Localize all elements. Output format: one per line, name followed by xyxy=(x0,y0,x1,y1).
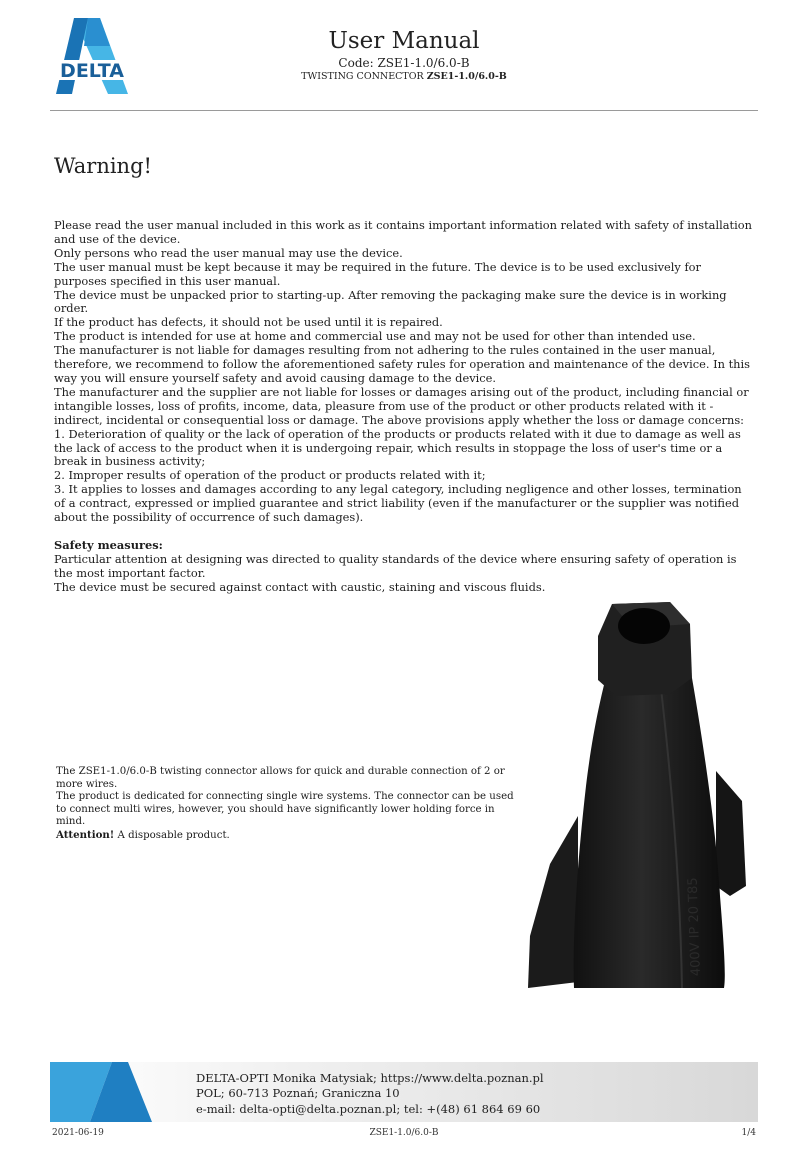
product-image xyxy=(520,596,752,992)
warning-paragraph: If the product has defects, it should not be used until it is repaired. xyxy=(54,315,443,330)
safety-paragraph: The device must be secured against contact with caustic, staining and viscous fluids. xyxy=(54,579,546,594)
warning-paragraph: 3. It applies to losses and damages according to any legal category, including negligence and other losses, termination of a contract, expressed or implied guarantee and strict liability (even if the manufacturer or the supplier was notified about the possibility of occurrence of such damages). xyxy=(54,482,742,525)
page-number: 1/4 xyxy=(741,1128,756,1138)
warning-paragraph: Only persons who read the user manual may use the device. xyxy=(54,245,403,260)
logo-text: DELTA xyxy=(60,60,124,82)
product-paragraph: The ZSE1-1.0/6.0-B twisting connector allows for quick and durable connection of 2 or more wires. xyxy=(56,766,505,790)
warning-paragraph: 1. Deterioration of quality or the lack of operation of the products or products related with it due to damage as well as the lack of access to the product when it is undergoing repair, which results in stoppage the loss of user's time or a break in business activity; xyxy=(54,426,741,469)
subtitle-code: ZSE1-1.0/6.0-B xyxy=(426,71,507,82)
product-marking: 400V IP 20 T85 xyxy=(685,877,704,977)
spacer xyxy=(54,525,754,539)
warning-body xyxy=(54,219,754,595)
safety-paragraph: Particular attention at designing was directed to quality standards of the device where ensuring safety of operation is the most important factor. xyxy=(54,551,737,580)
attention-text: A disposable product. xyxy=(114,829,230,841)
document-title: User Manual xyxy=(328,28,480,54)
product-paragraph: The product is dedicated for connecting single wire systems. The connector can be used to connect multi wires, however, you should have significantly lower holding force in mind. xyxy=(56,791,514,828)
warning-paragraph: The manufacturer and the supplier are not liable for losses or damages arising out of the product, including financial or intangible losses, loss of profits, income, data, pleasure from use of the product or other products related with it - indirect, incidental or consequential loss or damage. The above provisions apply whether the loss or damage concerns: xyxy=(54,384,749,427)
warning-paragraph: Please read the user manual included in this work as it contains important information related with safety of installation and use of the device. xyxy=(54,218,752,246)
warning-paragraph: The user manual must be kept because it may be required in the future. The device is to be used exclusively for purposes specified in this user manual. xyxy=(54,259,701,288)
footer-address: POL; 60-713 Poznań; Graniczna 10 xyxy=(196,1086,400,1101)
subtitle-prefix: TWISTING CONNECTOR xyxy=(301,71,427,82)
footer-date: 2021-06-19 xyxy=(52,1128,104,1138)
document-code: Code: ZSE1-1.0/6.0-B xyxy=(338,56,470,70)
product-description xyxy=(56,766,524,843)
attention-note xyxy=(56,829,524,843)
footer-logo-mark xyxy=(50,1062,160,1122)
warning-paragraph: 2. Improper results of operation of the product or products related with it; xyxy=(54,468,486,483)
footer-email-phone: e-mail: delta-opti@delta.poznan.pl; tel: +(48) 61 864 69 60 xyxy=(196,1101,541,1116)
footer-company: DELTA-OPTI Monika Matysiak; https://www.delta.poznan.pl xyxy=(196,1071,544,1085)
header-divider xyxy=(50,110,758,111)
footer-contact xyxy=(196,1071,544,1117)
attention-label: Attention! xyxy=(56,828,115,841)
footer-code: ZSE1-1.0/6.0-B xyxy=(369,1128,439,1138)
safety-heading: Safety measures: xyxy=(54,537,163,552)
warning-paragraph: The device must be unpacked prior to starting-up. After removing the packaging make sure the device is in working order. xyxy=(54,287,727,316)
warning-paragraph: The manufacturer is not liable for damages resulting from not adhering to the rules contained in the user manual, therefore, we recommend to follow the aforementioned safety rules for operation and maintenance of the device. In this way you will ensure yourself safety and avoid causing damage to the device. xyxy=(54,343,750,385)
warning-heading: Warning! xyxy=(54,154,152,178)
document-subtitle xyxy=(0,71,808,83)
warning-paragraph: The product is intended for use at home and commercial use and may not be used for other than intended use. xyxy=(54,329,696,344)
